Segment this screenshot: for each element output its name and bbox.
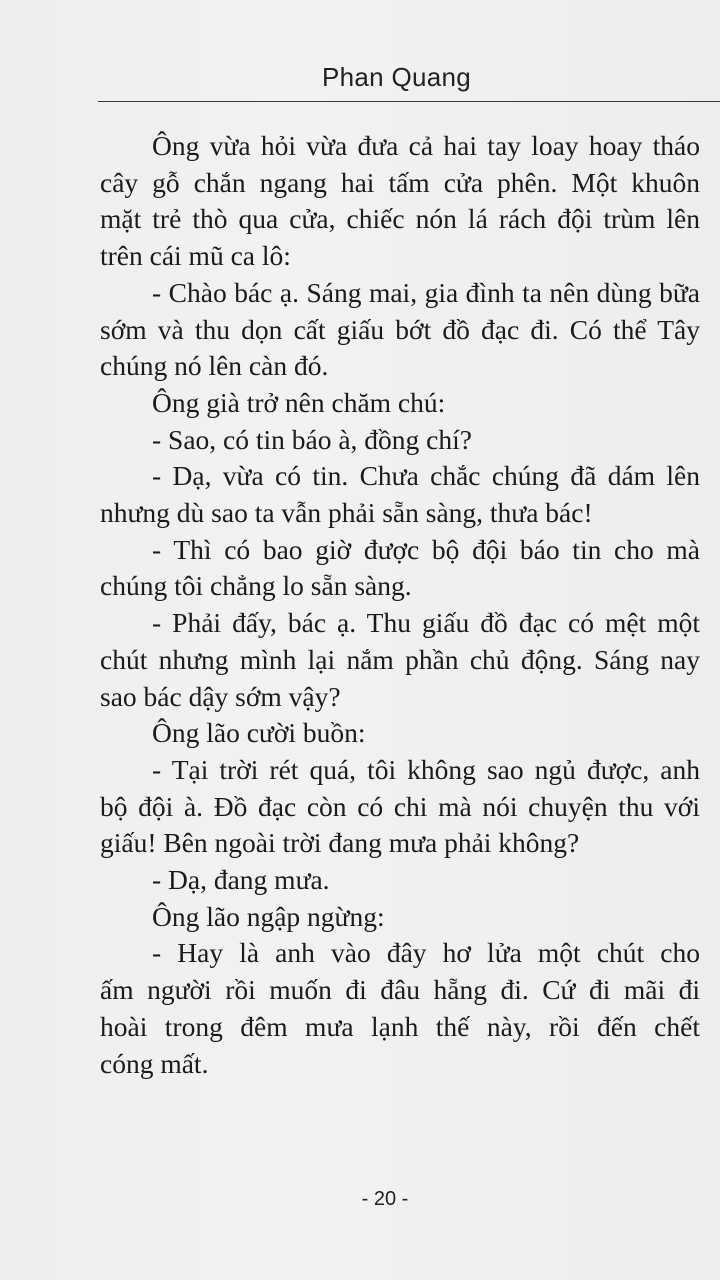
text-line: sao bác dậy sớm vậy? (100, 680, 341, 712)
text-line: chút nhưng mình lại nắm phần chủ động. Sáng nay (100, 643, 700, 675)
paragraph (100, 532, 700, 605)
text-line: - Phải đấy, bác ạ. Thu giấu đồ đạc có mệt một (152, 607, 700, 639)
text-line: - Sao, có tin báo à, đồng chí? (152, 423, 472, 455)
text-line: Ông vừa hỏi vừa đưa cả hai tay loay hoay tháo (152, 130, 700, 161)
paragraph (100, 385, 700, 422)
paragraph (100, 128, 700, 275)
text-line: giấu! Bên ngoài trời đang mưa phải không? (100, 827, 580, 859)
paragraph (100, 605, 700, 715)
header-rule (98, 101, 720, 102)
paragraph (100, 899, 700, 936)
text-line: nhưng dù sao ta vẫn phải sẵn sàng, thưa bác! (100, 497, 593, 529)
paragraph (100, 458, 700, 531)
paragraph (100, 715, 700, 752)
text-line: - Chào bác ạ. Sáng mai, gia đình ta nên dùng bữa (152, 276, 700, 308)
text-line: bộ đội à. Đồ đạc còn có chi mà nói chuyện thu với (100, 790, 700, 822)
text-line: - Thì có bao giờ được bộ đội báo tin cho mà (152, 533, 700, 565)
text-line: ấm người rồi muốn đi đâu hẵng đi. Cứ đi mãi đi (100, 974, 700, 1006)
text-line: - Hay là anh vào đây hơ lửa một chút cho (152, 937, 700, 969)
paragraph (100, 752, 700, 862)
text-line: - Tại trời rét quá, tôi không sao ngủ được, anh (152, 753, 700, 785)
text-line: Ông lão ngập ngừng: (152, 900, 385, 932)
paragraph (100, 862, 700, 899)
text-line: sớm và thu dọn cất giấu bớt đồ đạc đi. Có thể Tây (100, 313, 700, 345)
paragraph (100, 275, 700, 385)
text-line: Ông già trở nên chăm chú: (152, 386, 446, 418)
running-head: Phan Quang (322, 62, 472, 92)
text-line: Ông lão cười buồn: (152, 717, 366, 749)
page-number: - 20 - (361, 1188, 409, 1210)
text-line: chúng tôi chẳng lo sẵn sàng. (100, 570, 412, 602)
text-line: trên cái mũ ca lô: (100, 240, 291, 272)
text-line: cây gỗ chắn ngang hai tấm cửa phên. Một khuôn (100, 166, 700, 198)
body-text (100, 128, 700, 1082)
text-line: mặt trẻ thò qua cửa, chiếc nón lá rách đội trùm lên (100, 203, 700, 235)
text-line: hoài trong đêm mưa lạnh thế này, rồi đến chết (100, 1010, 700, 1042)
text-line: - Dạ, vừa có tin. Chưa chắc chúng đã dám lên (152, 460, 700, 492)
paragraph (100, 422, 700, 459)
text-line: cóng mất. (100, 1047, 209, 1079)
paragraph (100, 935, 700, 1082)
text-line: chúng nó lên càn đó. (100, 350, 329, 382)
text-line: - Dạ, đang mưa. (152, 864, 330, 896)
